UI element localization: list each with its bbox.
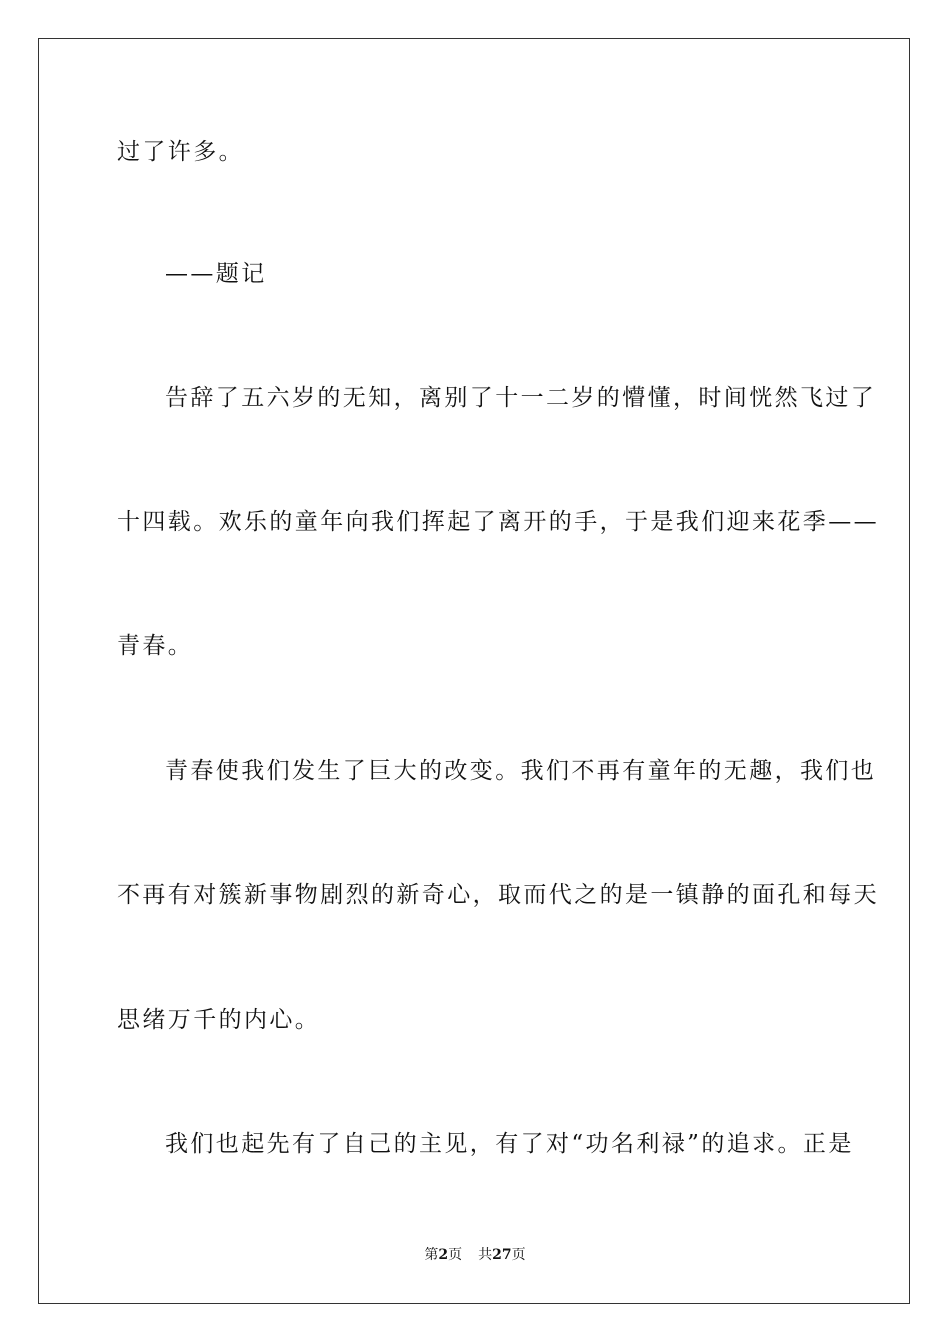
text-line-5: 青春。 bbox=[117, 633, 194, 659]
text-line-epigraph: ——题记 bbox=[165, 261, 267, 287]
text-line-3: 告辞了五六岁的无知，离别了十一二岁的懵懂，时间恍然飞过了 bbox=[165, 385, 877, 411]
text-line-9: 我们也起先有了自己的主见，有了对“功名利禄”的追求。正是 bbox=[165, 1131, 854, 1157]
text-line-6: 青春使我们发生了巨大的改变。我们不再有童年的无趣，我们也 bbox=[165, 758, 877, 784]
total-prefix: 共 bbox=[478, 1247, 493, 1263]
total-pages: 27 bbox=[492, 1247, 512, 1263]
text-line-8: 思绪万千的内心。 bbox=[117, 1007, 321, 1033]
page-suffix: 页 bbox=[448, 1247, 463, 1263]
page-number: 2 bbox=[438, 1247, 449, 1263]
text-line-7: 不再有对簇新事物剧烈的新奇心，取而代之的是一镇静的面孔和每天 bbox=[117, 882, 879, 908]
page-border bbox=[38, 38, 910, 1304]
text-line-4: 十四载。欢乐的童年向我们挥起了离开的手，于是我们迎来花季—— bbox=[117, 509, 879, 535]
page-footer bbox=[0, 1245, 950, 1265]
page-prefix: 第 bbox=[424, 1247, 439, 1263]
total-suffix: 页 bbox=[511, 1247, 526, 1263]
text-line-1: 过了许多。 bbox=[117, 139, 244, 165]
